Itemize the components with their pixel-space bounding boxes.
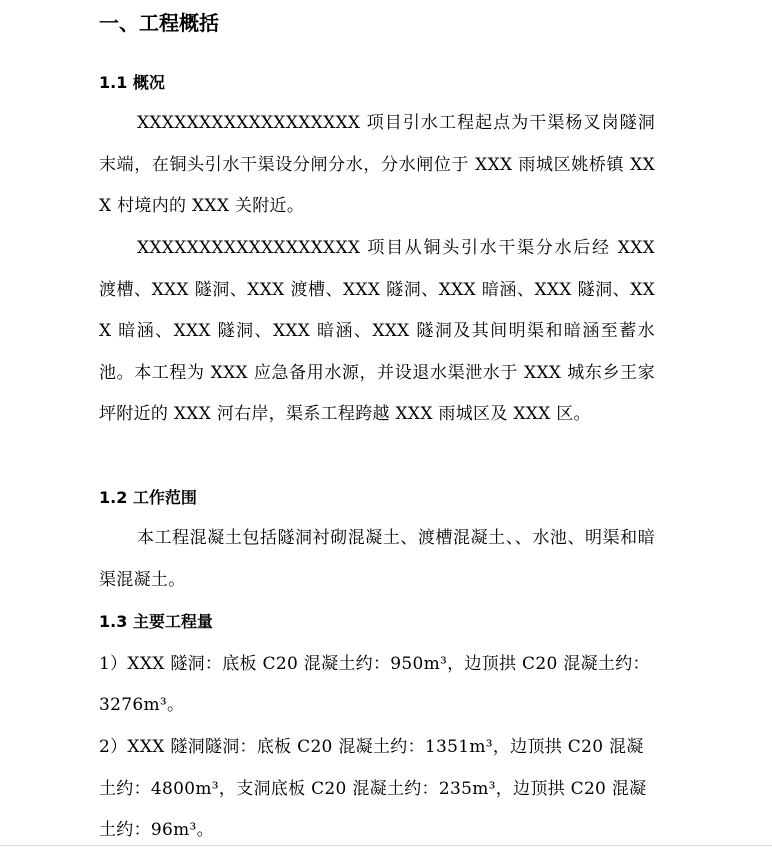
paragraph-overview-1: XXXXXXXXXXXXXXXXXX 项目引水工程起点为干渠杨叉岗隧洞末端，在铜头引水干渠设分闸分水，分水闸位于 XXX 雨城区姚桥镇 XXX 村境内的 XXX 关附近。 [99,113,655,216]
page-bottom-edge [0,845,772,846]
heading-1-2: 1.2 工作范围 [99,488,197,507]
paragraph-scope: 本工程混凝土包括隧洞衬砌混凝土、渡槽混凝土、、水池、明渠和暗渠混凝土。 [99,528,655,590]
quantity-line-4: 土约：4800m³，支洞底板 C20 混凝土约：235m³，边顶拱 C20 混凝 [99,779,647,799]
section-title: 一、工程概括 [99,11,219,35]
quantity-line-2: 3276m³。 [99,695,185,715]
quantity-line-1: 1）XXX 隧洞：底板 C20 混凝土约：950m³，边顶拱 C20 混凝土约： [99,654,650,674]
paragraph-overview-2: XXXXXXXXXXXXXXXXXX 项目从铜头引水干渠分水后经 XXX 渡槽、XXX 隧洞、XXX 渡槽、XXX 隧洞、XXX 暗涵、XXX 隧洞、XXX 暗涵、XXX 隧洞、XXX 暗涵、XXX 隧洞及其间明渠和暗涵至蓄水池。本工程为 XXX 应急备用水源，并设退水渠泄水于 XXX 城东乡王家坪附近的 XXX 河右岸，渠系工程跨越 XXX 雨城区及 XXX 区。 [99,238,655,424]
heading-1-1: 1.1 概况 [99,73,165,92]
quantity-line-5: 土约：96m³。 [99,820,214,840]
quantity-line-3: 2）XXX 隧洞隧洞：底板 C20 混凝土约：1351m³，边顶拱 C20 混凝 [99,737,644,757]
heading-1-3: 1.3 主要工程量 [99,612,213,631]
